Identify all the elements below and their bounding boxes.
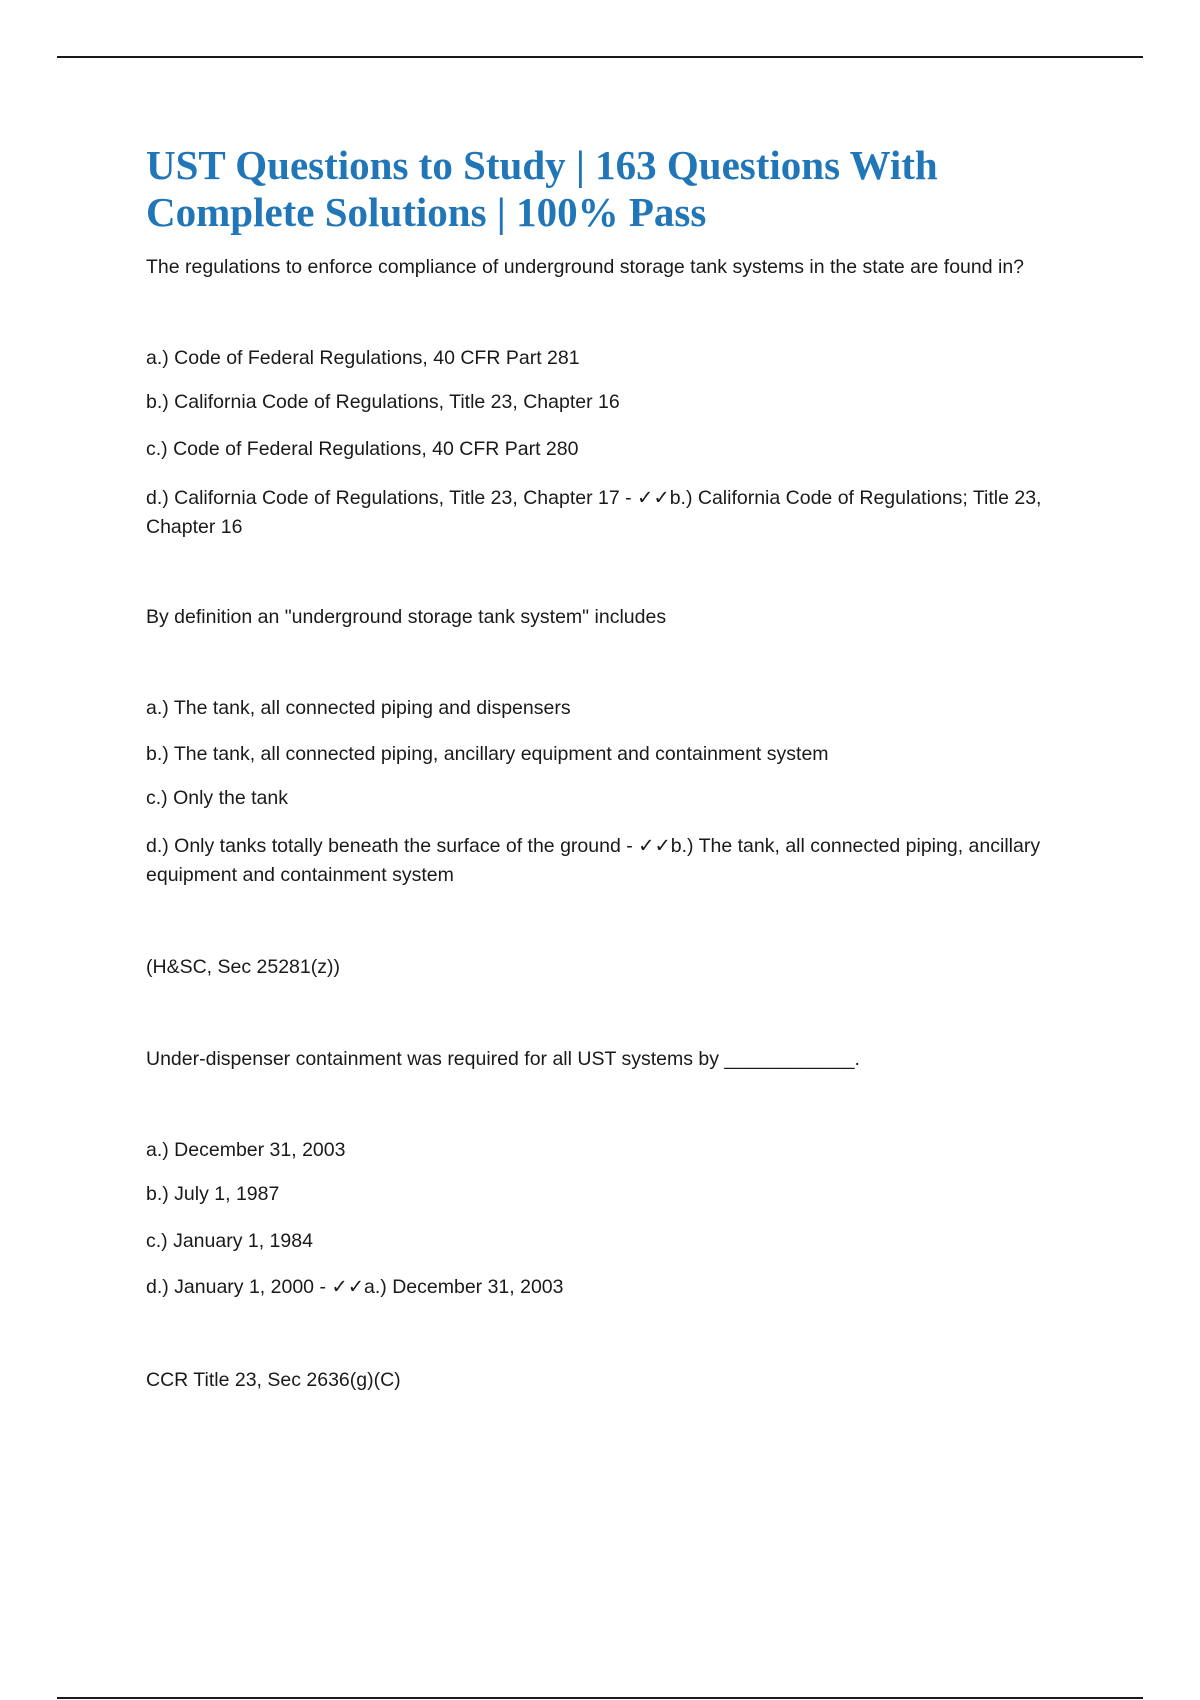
- question-2-text: By definition an "underground storage tank system" includes: [146, 606, 667, 628]
- top-rule: [57, 56, 1143, 58]
- question-3-option-d-answer: d.) January 1, 2000 - ✓✓a.) December 31, 2003: [146, 1276, 564, 1298]
- question-2-option-a: a.) The tank, all connected piping and dispensers: [146, 697, 571, 719]
- question-3-option-a: a.) December 31, 2003: [146, 1139, 346, 1161]
- question-3-option-b: b.) July 1, 1987: [146, 1183, 280, 1205]
- question-3-text: Under-dispenser containment was required for all UST systems by ____________.: [146, 1048, 860, 1070]
- question-2-option-c: c.) Only the tank: [146, 787, 288, 809]
- question-1-option-a: a.) Code of Federal Regulations, 40 CFR Part 281: [146, 347, 580, 369]
- question-2-reference: (H&SC, Sec 25281(z)): [146, 956, 340, 978]
- question-1-text: The regulations to enforce compliance of underground storage tank systems in the state are found in?: [146, 256, 1025, 278]
- question-1-option-d-answer: d.) California Code of Regulations, Title 23, Chapter 17 - ✓✓b.) California Code of Regulations; Title 23, Chapter 16: [146, 487, 1042, 538]
- question-1-option-c: c.) Code of Federal Regulations, 40 CFR Part 280: [146, 438, 579, 460]
- document-title: UST Questions to Study | 163 Questions With Complete Solutions | 100% Pass: [146, 142, 938, 235]
- question-2-option-d-answer: d.) Only tanks totally beneath the surface of the ground - ✓✓b.) The tank, all connected piping, ancillary equipment and containment system: [146, 835, 1041, 886]
- question-1-option-b: b.) California Code of Regulations, Title 23, Chapter 16: [146, 391, 620, 413]
- bottom-rule: [57, 1697, 1143, 1699]
- question-2-option-b: b.) The tank, all connected piping, ancillary equipment and containment system: [146, 743, 829, 765]
- question-3-reference: CCR Title 23, Sec 2636(g)(C): [146, 1369, 401, 1391]
- question-3-option-c: c.) January 1, 1984: [146, 1230, 313, 1252]
